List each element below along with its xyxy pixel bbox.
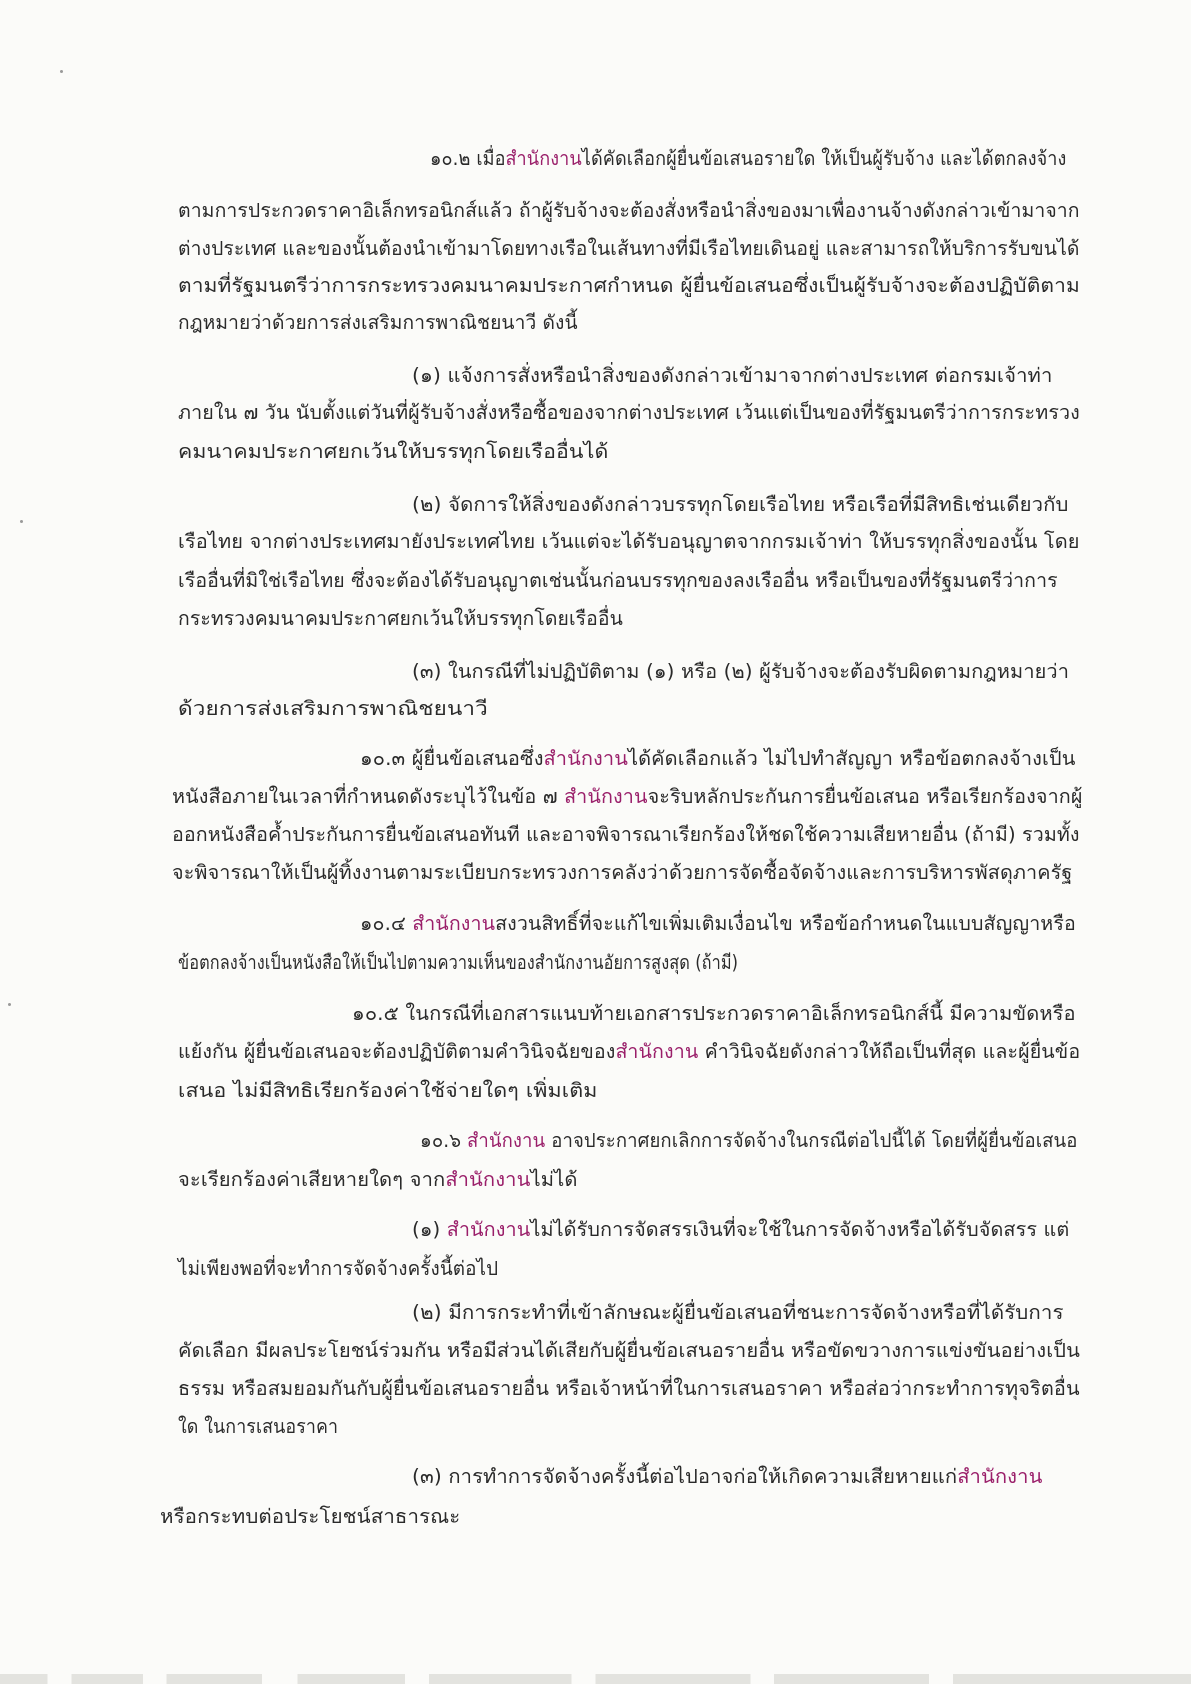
text-line — [178, 1167, 578, 1193]
text-line — [172, 822, 1080, 848]
text-segment: ธรรม หรือสมยอมกันกับผู้ยื่นข้อเสนอรายอื่น หรือเจ้าหน้าที่ในการเสนอราคา หรือส่อว่ากระทำการทุจริตอื่น — [178, 1377, 1080, 1400]
scan-speck — [8, 1003, 11, 1006]
text-line — [178, 1078, 597, 1104]
text-line — [160, 1504, 460, 1530]
text-line — [430, 146, 1066, 172]
text-segment: คัดเลือก มีผลประโยชน์ร่วมกัน หรือมีส่วนได้เสียกับผู้ยื่นข้อเสนอรายอื่น หรือขัดขวางการแข่งขันอย่างเป็น — [178, 1339, 1080, 1362]
text-line — [412, 492, 1069, 518]
highlighted-term: สำนักงาน — [445, 1168, 531, 1191]
text-line — [352, 1001, 1076, 1027]
text-line — [360, 746, 1075, 772]
text-line — [178, 568, 1058, 594]
text-segment: จะพิจารณาให้เป็นผู้ทิ้งงานตามระเบียบกระทรวงการคลังว่าด้วยการจัดซื้อจัดจ้างและการบริหารพัสดุภาครัฐ — [172, 861, 1073, 884]
text-segment: (๓) ในกรณีที่ไม่ปฏิบัติตาม (๑) หรือ (๒) ผู้รับจ้างจะต้องรับผิดตามกฎหมายว่า — [412, 660, 1070, 683]
text-line — [178, 273, 1080, 299]
text-segment: (๒) มีการกระทำที่เข้าลักษณะผู้ยื่นข้อเสนอที่ชนะการจัดจ้างหรือที่ได้รับการ — [412, 1301, 1064, 1324]
highlighted-term: สำนักงาน — [412, 912, 496, 935]
text-segment: ได้คัดเลือกแล้ว ไม่ไปทำสัญญา หรือข้อตกลงจ้างเป็น — [627, 747, 1076, 770]
text-line — [178, 1039, 1080, 1065]
text-line — [178, 1338, 1080, 1364]
text-segment: เรือไทย จากต่างประเทศมายังประเทศไทย เว้นแต่จะได้รับอนุญาตจากกรมเจ้าท่า ให้บรรทุกสิ่งของนั้น โดย — [178, 530, 1080, 553]
text-segment: ด้วยการส่งเสริมการพาณิชยนาวี — [178, 697, 488, 720]
text-line — [178, 950, 738, 976]
text-segment: ต่างประเทศ และของนั้นต้องนำเข้ามาโดยทางเรือในเส้นทางที่มีเรือไทยเดินอยู่ และสามารถให้บริการรับขนได้ — [178, 237, 1080, 260]
text-segment: ๑๐.๖ — [420, 1129, 468, 1152]
highlighted-term: สำนักงาน — [543, 747, 628, 770]
text-segment: สงวนสิทธิ์ที่จะแก้ไขเพิ่มเติมเงื่อนไข หรือข้อกำหนดในแบบสัญญาหรือ — [495, 912, 1076, 935]
text-segment: เสนอ ไม่มีสิทธิเรียกร้องค่าใช้จ่ายใดๆ เพิ่มเติม — [178, 1079, 598, 1102]
text-segment: ออกหนังสือค้ำประกันการยื่นข้อเสนอทันที และอาจพิจารณาเรียกร้องให้ชดใช้ความเสียหายอื่น (ถ้ามี) รวมทั้ง — [172, 823, 1080, 846]
text-segment: แย้งกัน ผู้ยื่นข้อเสนอจะต้องปฏิบัติตามคำวินิจฉัยของ — [178, 1040, 616, 1063]
text-line — [412, 1300, 1064, 1326]
scan-speck — [60, 70, 63, 73]
text-segment: หรือกระทบต่อประโยชน์สาธารณะ — [160, 1505, 461, 1528]
text-line — [412, 1464, 1042, 1490]
text-segment: อาจประกาศยกเลิกการจัดจ้างในกรณีต่อไปนี้ได้ โดยที่ผู้ยื่นข้อเสนอ — [545, 1129, 1078, 1152]
scan-speck — [20, 520, 23, 523]
text-line — [178, 439, 608, 465]
text-segment: (๒) จัดการให้สิ่งของดังกล่าวบรรทุกโดยเรือไทย หรือเรือที่มีสิทธิเช่นเดียวกับ — [412, 493, 1069, 516]
text-line — [178, 1414, 338, 1440]
text-line — [178, 696, 488, 722]
text-segment: ไม่เพียงพอที่จะทำการจัดจ้างครั้งนี้ต่อไป — [178, 1257, 499, 1280]
text-line — [360, 911, 1076, 937]
text-segment: ตามการประกวดราคาอิเล็กทรอนิกส์แล้ว ถ้าผู้รับจ้างจะต้องสั่งหรือนำสิ่งของมาเพื่องานจ้างดังกล่าวเข้ามาจาก — [178, 199, 1080, 222]
scan-edge — [0, 1674, 1191, 1684]
highlighted-term: สำนักงาน — [564, 785, 648, 808]
text-segment: ๑๐.๔ — [360, 912, 413, 935]
text-line — [412, 363, 1052, 389]
text-segment: ภายใน ๗ วัน นับตั้งแต่วันที่ผู้รับจ้างสั่งหรือซื้อของจากต่างประเทศ เว้นแต่เป็นของที่รัฐมนตรีว่าการกระทรวง — [178, 401, 1080, 424]
highlighted-term: สำนักงาน — [505, 147, 582, 170]
text-segment: ๑๐.๓ ผู้ยื่นข้อเสนอซึ่ง — [360, 747, 544, 770]
text-segment: ได้คัดเลือกผู้ยื่นข้อเสนอรายใด ให้เป็นผู้รับจ้าง และได้ตกลงจ้าง — [581, 147, 1067, 170]
text-segment: (๓) การทำการจัดจ้างครั้งนี้ต่อไปอาจก่อให้เกิดความเสียหายแก่ — [412, 1465, 958, 1488]
text-segment: ใด ในการเสนอราคา — [178, 1415, 339, 1438]
text-segment: เรืออื่นที่มิใช่เรือไทย ซึ่งจะต้องได้รับอนุญาตเช่นนั้นก่อนบรรทุกของลงเรืออื่น หรือเป็นของที่รัฐมนตรีว่าการ — [178, 569, 1058, 592]
highlighted-term: สำนักงาน — [615, 1040, 699, 1063]
text-line — [178, 198, 1080, 224]
text-line — [178, 236, 1079, 262]
text-line — [412, 659, 1069, 685]
highlighted-term: สำนักงาน — [957, 1465, 1043, 1488]
highlighted-term: สำนักงาน — [467, 1129, 546, 1152]
text-segment: (๑) — [412, 1218, 447, 1241]
text-segment: ข้อตกลงจ้างเป็นหนังสือให้เป็นไปตามความเห็นของสำนักงานอัยการสูงสุด (ถ้ามี) — [178, 951, 739, 974]
text-line — [178, 1256, 498, 1282]
text-line — [178, 310, 578, 336]
text-line — [420, 1128, 1078, 1154]
text-line — [178, 529, 1080, 555]
text-line — [172, 860, 1072, 886]
text-segment: ไม่ได้ — [530, 1168, 578, 1191]
text-line — [172, 784, 1083, 810]
text-segment: คมนาคมประกาศยกเว้นให้บรรทุกโดยเรืออื่นได้ — [178, 440, 609, 463]
text-segment: ๑๐.๒ เมื่อ — [430, 147, 506, 170]
text-line — [412, 1217, 1069, 1243]
text-segment: หนังสือภายในเวลาที่กำหนดดังระบุไว้ในข้อ ๗ — [172, 785, 565, 808]
text-segment: กฎหมายว่าด้วยการส่งเสริมการพาณิชยนาวี ดังนี้ — [178, 311, 578, 334]
text-segment: ไม่ได้รับการจัดสรรเงินที่จะใช้ในการจัดจ้างหรือได้รับจัดสรร แต่ — [530, 1218, 1070, 1241]
text-segment: ตามที่รัฐมนตรีว่าการกระทรวงคมนาคมประกาศกำหนด ผู้ยื่นข้อเสนอซึ่งเป็นผู้รับจ้างจะต้องปฏิบัติตาม — [178, 274, 1080, 297]
text-segment: จะเรียกร้องค่าเสียหายใดๆ จาก — [178, 1168, 446, 1191]
text-segment: จะริบหลักประกันการยื่นข้อเสนอ หรือเรียกร้องจากผู้ — [647, 785, 1083, 808]
text-line — [178, 606, 623, 632]
text-line — [178, 1376, 1080, 1402]
text-segment: (๑) แจ้งการสั่งหรือนำสิ่งของดังกล่าวเข้ามาจากต่างประเทศ ต่อกรมเจ้าท่า — [412, 364, 1053, 387]
text-segment: กระทรวงคมนาคมประกาศยกเว้นให้บรรทุกโดยเรืออื่น — [178, 607, 623, 630]
text-segment: คำวินิจฉัยดังกล่าวให้ถือเป็นที่สุด และผู้ยื่นข้อ — [698, 1040, 1081, 1063]
highlighted-term: สำนักงาน — [446, 1218, 531, 1241]
text-line — [178, 400, 1080, 426]
text-segment: ๑๐.๕ ในกรณีที่เอกสารแนบท้ายเอกสารประกวดราคาอิเล็กทรอนิกส์นี้ มีความขัดหรือ — [352, 1002, 1076, 1025]
